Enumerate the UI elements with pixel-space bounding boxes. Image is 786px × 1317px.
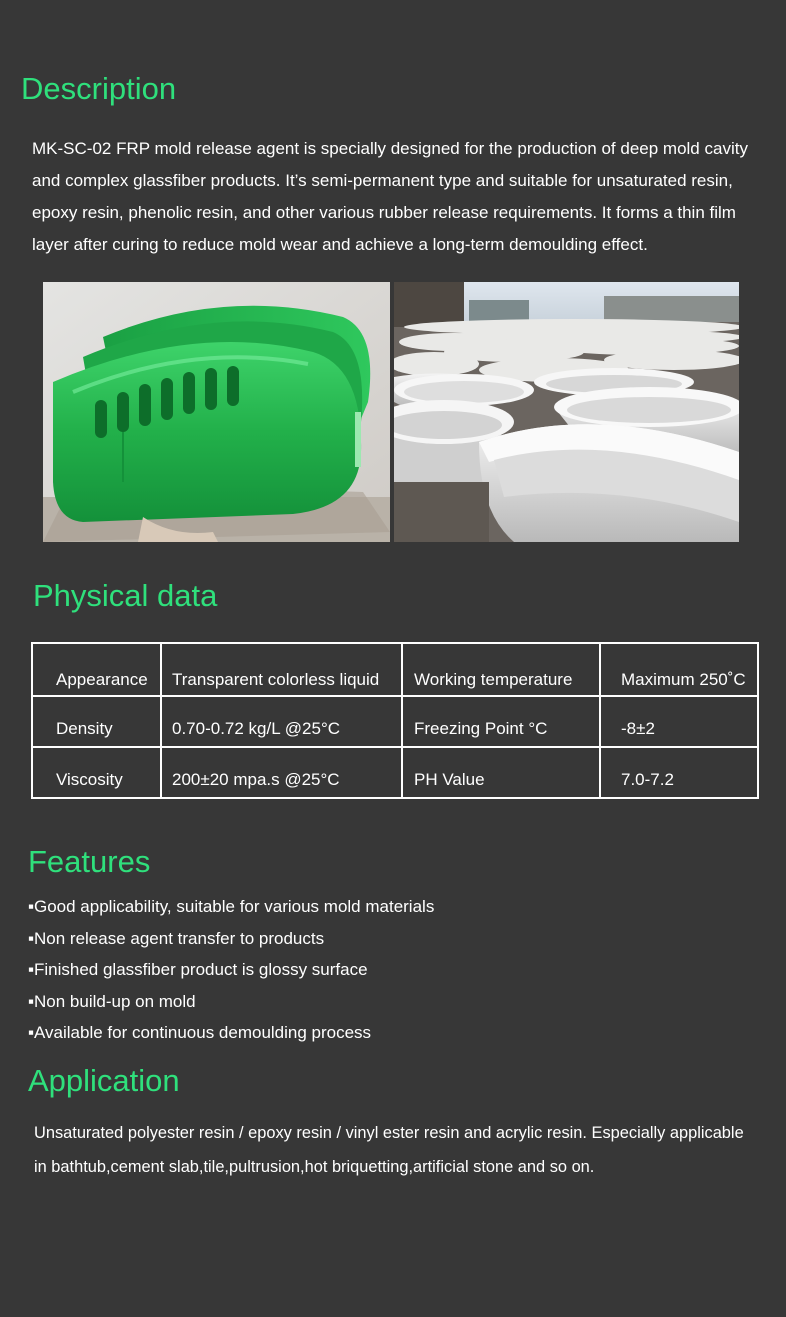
table-cell-value: Maximum 250˚C	[600, 643, 758, 696]
description-text	[32, 133, 772, 261]
physical-data-heading: Physical data	[33, 578, 218, 613]
table-cell-value: -8±2	[600, 696, 758, 747]
description-heading: Description	[21, 71, 177, 106]
bullet-icon: ▪	[28, 897, 35, 916]
bullet-icon: ▪	[28, 1023, 35, 1043]
table-row	[32, 747, 758, 798]
list-item	[28, 923, 434, 955]
application-line: in bathtub,cement slab,tile,pultrusion,hot briquetting,artificial stone and so on.	[34, 1158, 595, 1176]
features-list	[28, 891, 434, 1049]
description-line: layer after curing to reduce mold wear and achieve a long-term demoulding effect.	[32, 235, 648, 254]
table-cell-value: 0.70-0.72 kg/L @25°C	[161, 696, 402, 747]
table-row	[32, 643, 758, 696]
list-item	[28, 891, 434, 923]
application-line: Unsaturated polyester resin / epoxy resin / vinyl ester resin and acrylic resin. Especially applicable	[34, 1124, 744, 1142]
green-mold-photo	[43, 282, 390, 542]
feature-text: Non build-up on mold	[34, 991, 196, 1011]
feature-text: Non release agent transfer to products	[34, 928, 325, 948]
list-item	[28, 986, 434, 1018]
table-cell-label: Freezing Point °C	[402, 696, 600, 747]
table-cell-label: Density	[32, 696, 161, 747]
feature-text: Available for continuous demoulding process	[34, 1023, 372, 1043]
description-line: epoxy resin, phenolic resin, and other various rubber release requirements. It forms a thin film	[32, 203, 736, 222]
feature-text: Good applicability, suitable for various mold materials	[34, 897, 435, 916]
application-text	[34, 1116, 779, 1184]
table-cell-value: 7.0-7.2	[600, 747, 758, 798]
table-cell-label: Working temperature	[402, 643, 600, 696]
description-line: and complex glassfiber products. It’s semi-permanent type and suitable for unsaturated resin,	[32, 171, 733, 190]
white-bathtubs-image	[394, 282, 739, 542]
feature-text: Finished glassfiber product is glossy surface	[34, 960, 368, 980]
table-row	[32, 696, 758, 747]
description-line: MK-SC-02 FRP mold release agent is specially designed for the production of deep mold cavity	[32, 139, 748, 158]
green-mold-image	[43, 282, 390, 542]
table-cell-value: Transparent colorless liquid	[161, 643, 402, 696]
list-item	[28, 1017, 434, 1049]
table-cell-label: Appearance	[32, 643, 161, 696]
table-cell-label: PH Value	[402, 747, 600, 798]
table-cell-label: Viscosity	[32, 747, 161, 798]
application-heading: Application	[28, 1063, 180, 1098]
bathtubs-photo	[394, 282, 739, 542]
physical-data-table	[31, 642, 759, 799]
table-cell-value: 200±20 mpa.s @25°C	[161, 747, 402, 798]
bullet-icon: ▪	[28, 960, 35, 980]
features-heading: Features	[28, 844, 151, 879]
bullet-icon: ▪	[28, 991, 35, 1011]
list-item	[28, 954, 434, 986]
bullet-icon: ▪	[28, 928, 35, 948]
